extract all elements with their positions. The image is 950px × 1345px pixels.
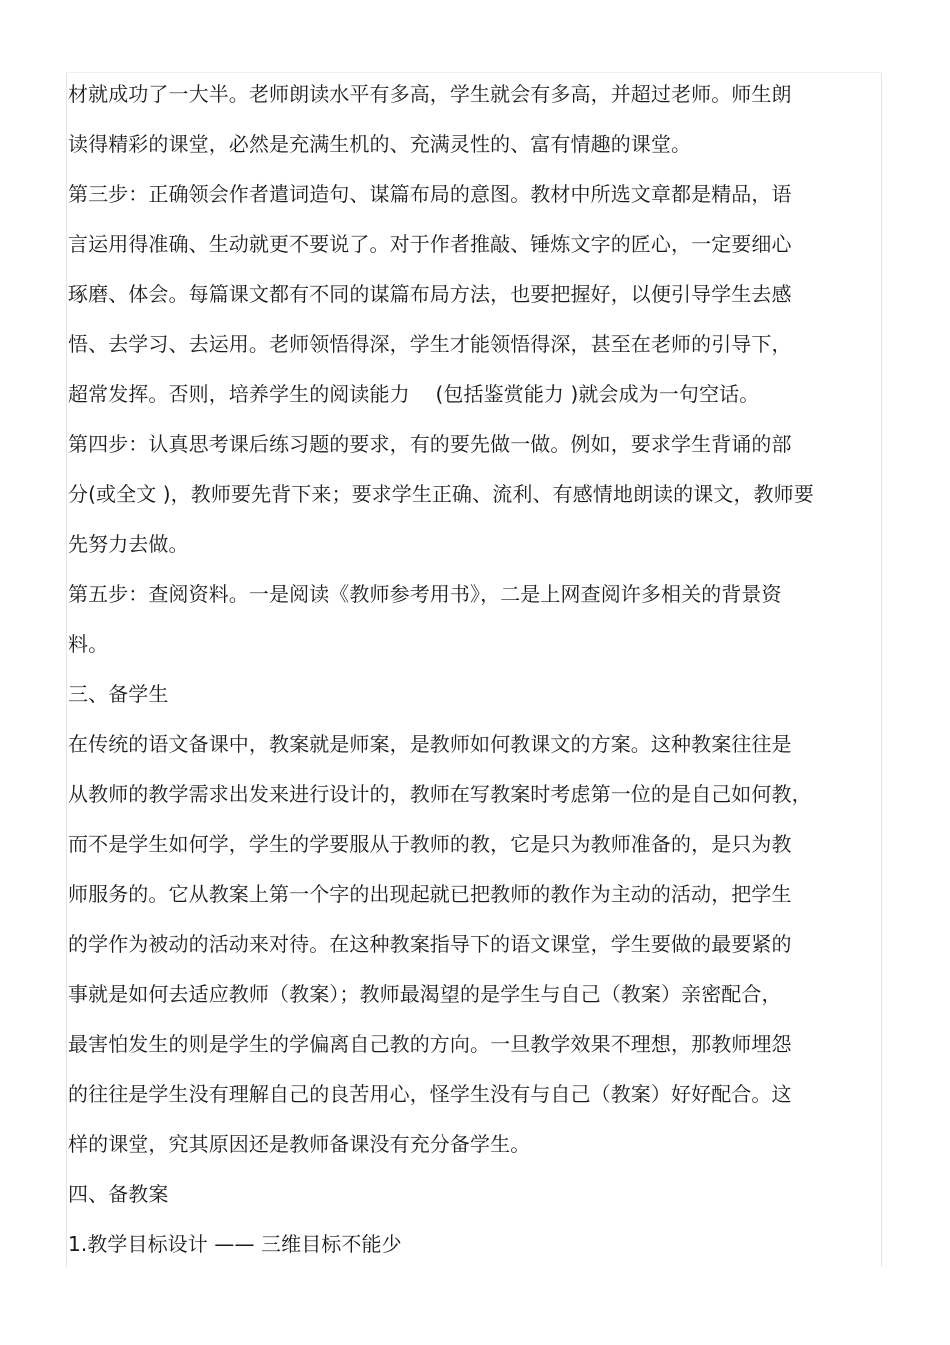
paragraph-line: 第三步：正确领会作者遣词造句、谋篇布局的意图。教材中所选文章都是精品，语 <box>68 182 792 206</box>
paragraph-line: 样的课堂，究其原因还是教师备课没有充分备学生。 <box>68 1132 531 1156</box>
section-heading: 三、备学生 <box>68 682 169 706</box>
paragraph-line: 料。 <box>68 632 109 656</box>
paragraph-line: 先努力去做。 <box>68 532 189 556</box>
paragraph-line: 读得精彩的课堂，必然是充满生机的、充满灵性的、富有情趣的课堂。 <box>68 132 692 156</box>
paragraph-line: 分(或全文 )，教师要先背下来；要求学生正确、流利、有感情地朗读的课文，教师要 <box>68 482 814 506</box>
section-heading: 四、备教案 <box>68 1182 169 1206</box>
paragraph-line: 师服务的。它从教案上第一个字的出现起就已把教师的教作为主动的活动，把学生 <box>68 882 792 906</box>
paragraph-line: 事就是如何去适应教师（教案）；教师最渴望的是学生与自己（教案）亲密配合， <box>68 982 782 1006</box>
paragraph-line: 言运用得准确、生动就更不要说了。对于作者推敲、锤炼文字的匠心，一定要细心 <box>68 232 792 256</box>
paragraph-line: 第五步：查阅资料。一是阅读《教师参考用书》，二是上网查阅许多相关的背景资 <box>68 582 782 606</box>
paragraph-line: 材就成功了一大半。老师朗读水平有多高，学生就会有多高，并超过老师。师生朗 <box>68 82 792 106</box>
document-body <box>68 73 868 1273</box>
paragraph-line: 超常发挥。否则，培养学生的阅读能力 (包括鉴赏能力 )就会成为一句空话。 <box>68 382 760 406</box>
paragraph-line: 琢磨、体会。每篇课文都有不同的谋篇布局方法，也要把握好，以便引导学生去感 <box>68 282 792 306</box>
paragraph-line: 第四步：认真思考课后练习题的要求，有的要先做一做。例如，要求学生背诵的部 <box>68 432 792 456</box>
subsection-heading: 1.教学目标设计 —— 三维目标不能少 <box>68 1232 402 1256</box>
paragraph-line: 而不是学生如何学，学生的学要服从于教师的教，它是只为教师准备的，是只为教 <box>68 832 792 856</box>
paragraph-line: 最害怕发生的则是学生的学偏离自己教的方向。一旦教学效果不理想，那教师埋怨 <box>68 1032 792 1056</box>
paragraph-line: 在传统的语文备课中，教案就是师案，是教师如何教课文的方案。这种教案往往是 <box>68 732 792 756</box>
paragraph-line: 从教师的教学需求出发来进行设计的，教师在写教案时考虑第一位的是自己如何教， <box>68 782 812 806</box>
paragraph-line: 悟、去学习、去运用。老师领悟得深，学生才能领悟得深，甚至在老师的引导下， <box>68 332 792 356</box>
paragraph-line: 的往往是学生没有理解自己的良苦用心，怪学生没有与自己（教案）好好配合。这 <box>68 1082 792 1106</box>
paragraph-line: 的学作为被动的活动来对待。在这种教案指导下的语文课堂，学生要做的最要紧的 <box>68 932 792 956</box>
